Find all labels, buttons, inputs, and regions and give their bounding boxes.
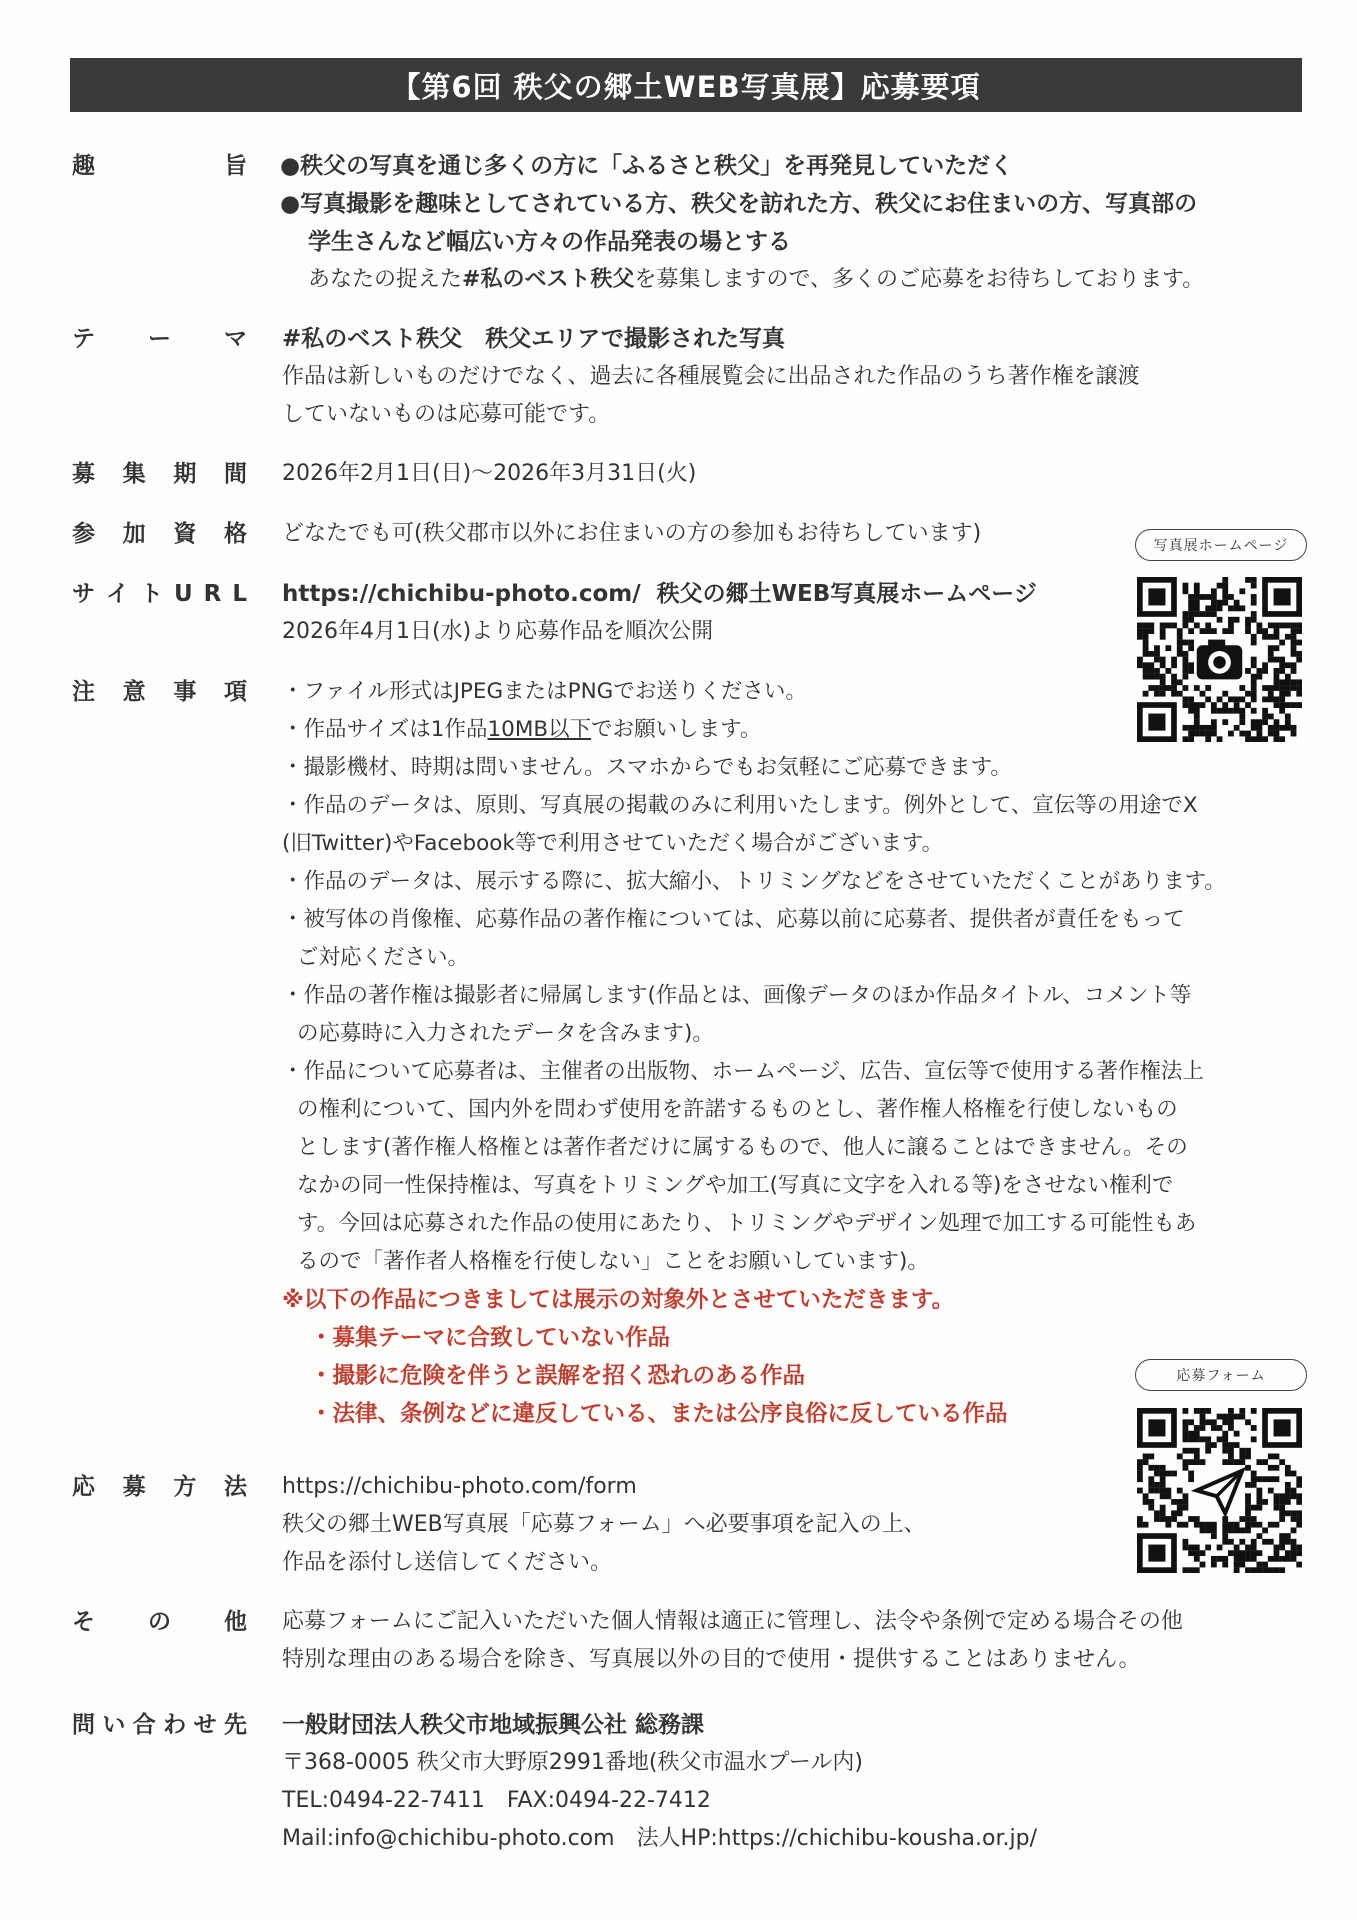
label-char: わ — [163, 1712, 187, 1738]
contact-org: 一般財団法人秩父市地域振興公社 総務課 — [282, 1712, 705, 1738]
purpose-note — [280, 261, 1302, 299]
eligibility-text: どなたでも可(秩父郡市以外にお住まいの方の参加もお待ちしています) — [282, 521, 982, 546]
label-char: せ — [193, 1712, 217, 1738]
note-item-cont: の権利について、国内外を問わず使用を許諾するものとし、著作権人格権を行使しないもの — [297, 1097, 1178, 1122]
site-note: 2026年4月1日(水)より応募作品を順次公開 — [282, 619, 714, 644]
label-char: 他 — [224, 1609, 247, 1635]
label-char: 加 — [122, 521, 146, 547]
label-char: 項 — [223, 679, 247, 705]
note-item-cont: るので「著作者人格権を行使しない」ことをお願いしています)。 — [297, 1249, 929, 1274]
note-size-limit: 10MB以下 — [487, 717, 592, 742]
label-char: い — [102, 1712, 126, 1738]
label-char: 旨 — [224, 153, 247, 179]
note-text: を募集しますので、多くのご応募をお待ちしております。 — [634, 267, 1205, 292]
label-char: サ — [72, 581, 95, 607]
other-line: 特別な理由のある場合を除き、写真展以外の目的で使用・提供することはありません。 — [282, 1647, 1141, 1672]
note-text: ・作品サイズは1作品 — [282, 717, 488, 742]
note-item-cont: ご対応ください。 — [297, 945, 470, 970]
method-line: 秩父の郷土WEB写真展「応募フォーム」へ必要事項を記入の上、 — [282, 1512, 926, 1537]
label-char: 応 — [72, 1474, 95, 1500]
paper-plane-icon — [1197, 1471, 1243, 1514]
form-url-link[interactable]: https://chichibu-photo.com/form — [282, 1474, 637, 1499]
label-char: 格 — [223, 521, 247, 547]
purpose-line: ●秩父の写真を通じ多くの方に「ふるさと秩父」を再発見していただく — [280, 153, 1014, 179]
label-char: ト — [139, 581, 163, 607]
purpose-line: ●写真撮影を趣味としてされている方、秩父を訪れた方、秩父にお住まいの方、写真部の — [280, 191, 1198, 217]
note-item: ・被写体の肖像権、応募作品の著作権については、応募以前に応募者、提供者が責任をもって — [282, 907, 1185, 932]
qr-homepage-label: 写真展ホームページ — [1135, 529, 1307, 561]
label-char: 注 — [72, 679, 95, 705]
qr-finder-center — [1274, 1419, 1291, 1436]
section-body — [282, 1603, 1304, 1679]
contact-address: 〒368-0005 秩父市大野原2991番地(秩父市温水プール内) — [282, 1750, 863, 1775]
label-char: 資 — [173, 521, 197, 547]
note-item: ・作品のデータは、原則、写真展の掲載のみに利用いたします。例外として、宣伝等の用途でX — [282, 793, 1198, 818]
section-label — [72, 1706, 247, 1744]
label-char: マ — [224, 326, 247, 352]
section-label — [72, 1603, 247, 1641]
label-char: 期 — [173, 461, 197, 487]
note-text: でお願いします。 — [591, 717, 762, 742]
note-item-cont: (旧Twitter)やFacebook等で利用させていただく場合がございます。 — [282, 831, 944, 856]
method-line: 作品を添付し送信してください。 — [282, 1550, 613, 1575]
site-url-title: 秩父の郷土WEB写真展ホームページ — [656, 581, 1037, 607]
note-item: ・作品のデータは、展示する際に、拡大縮小、トリミングなどをさせていただくことがあります。 — [282, 869, 1226, 894]
note-item: ・ファイル形式はJPEGまたはPNGでお送りください。 — [282, 679, 807, 704]
label-char: 問 — [72, 1712, 95, 1738]
label-char: 間 — [223, 461, 247, 487]
qr-finder-center — [1274, 588, 1291, 605]
qr-finder-center — [1148, 1419, 1165, 1436]
section-label — [72, 575, 247, 613]
qr-homepage-code[interactable] — [1137, 577, 1302, 742]
label-char: 募 — [122, 1474, 146, 1500]
exclusion-item: ・法律、条例などに違反している、または公序良俗に反している作品 — [310, 1401, 1008, 1427]
section-body — [282, 455, 1304, 493]
qr-finder-center — [1148, 588, 1165, 605]
section-label — [72, 455, 247, 493]
label-char: 趣 — [72, 153, 95, 179]
theme-line: 作品は新しいものだけでなく、過去に各種展覧会に出品された作品のうち著作権を譲渡 — [282, 364, 1140, 389]
label-char: 事 — [173, 679, 197, 705]
note-text: あなたの捉えた — [308, 267, 463, 292]
purpose-line: 学生さんなど幅広い方々の作品発表の場とする — [308, 229, 791, 255]
label-char: イ — [105, 581, 129, 607]
theme-title: #私のベスト秩父 秩父エリアで撮影された写真 — [282, 326, 785, 352]
section-label — [72, 673, 247, 711]
section-body — [282, 673, 1304, 1433]
label-char: L — [232, 581, 247, 607]
label-char: 合 — [132, 1712, 156, 1738]
note-item: ・撮影機材、時期は問いません。スマホからでもお気軽にご応募できます。 — [282, 755, 1012, 780]
camera-icon — [1197, 640, 1243, 680]
note-item-cont: とします(著作権人格権とは著作者だけに属するもので、他人に譲ることはできません。その — [297, 1135, 1188, 1160]
label-char: そ — [72, 1609, 95, 1635]
exclusion-item: ・募集テーマに合致していない作品 — [310, 1325, 671, 1351]
qr-form-code[interactable] — [1137, 1408, 1302, 1573]
label-char: 集 — [122, 461, 146, 487]
qr-finder-center — [1148, 1545, 1165, 1562]
label-char: U — [173, 581, 193, 607]
other-line: 応募フォームにご記入いただいた個人情報は適正に管理し、法令や条例で定める場合その他 — [282, 1609, 1183, 1634]
contact-mail: Mail:info@chichibu-photo.com 法人HP:https://chichibu-kousha.or.jp/ — [282, 1826, 1037, 1851]
label-char: 方 — [173, 1474, 197, 1500]
note-item-cont: なかの同一性保持権は、写真をトリミングや加工(写真に文字を入れる等)をさせない権利で — [297, 1173, 1174, 1198]
section-body — [280, 147, 1302, 299]
label-char: 先 — [223, 1712, 247, 1738]
period-text: 2026年2月1日(日)〜2026年3月31日(火) — [282, 461, 697, 486]
label-char: 募 — [72, 461, 95, 487]
note-item-cont: の応募時に入力されたデータを含みます)。 — [297, 1021, 714, 1046]
qr-finder-center — [1148, 714, 1165, 731]
site-url-link[interactable]: https://chichibu-photo.com/ — [282, 581, 641, 607]
exclusion-item: ・撮影に危険を伴うと誤解を招く恐れのある作品 — [310, 1363, 806, 1389]
note-item: ・作品について応募者は、主催者の出版物、ホームページ、広告、宣伝等で使用する著作権法上 — [282, 1059, 1204, 1084]
note-item-cont: す。今回は応募された作品の使用にあたり、トリミングやデザイン処理で加工する可能性もあ — [297, 1211, 1197, 1236]
label-char: R — [203, 581, 222, 607]
label-char: 意 — [122, 679, 146, 705]
section-body — [282, 1706, 1304, 1858]
theme-line: していないものは応募可能です。 — [282, 402, 611, 427]
label-char: テ — [72, 326, 95, 352]
qr-form-label: 応募フォーム — [1135, 1359, 1307, 1391]
note-item: ・作品の著作権は撮影者に帰属します(作品とは、画像データのほか作品タイトル、コメント等 — [282, 983, 1192, 1008]
exclusion-title: ※以下の作品につきましては展示の対象外とさせていただきます。 — [282, 1287, 955, 1313]
label-char: の — [148, 1609, 171, 1635]
section-label — [72, 320, 247, 358]
section-label — [72, 1468, 247, 1506]
label-char: ー — [148, 326, 171, 352]
section-label — [72, 515, 247, 553]
label-char: 参 — [72, 521, 95, 547]
section-label — [72, 147, 247, 185]
section-body — [282, 320, 1304, 434]
page-title: 【第6回 秩父の郷土WEB写真展】応募要項 — [70, 58, 1302, 112]
contact-phone: TEL:0494-22-7411 FAX:0494-22-7412 — [282, 1788, 711, 1813]
note-hashtag: #私のベスト秩父 — [462, 267, 635, 292]
label-char: 法 — [223, 1474, 247, 1500]
